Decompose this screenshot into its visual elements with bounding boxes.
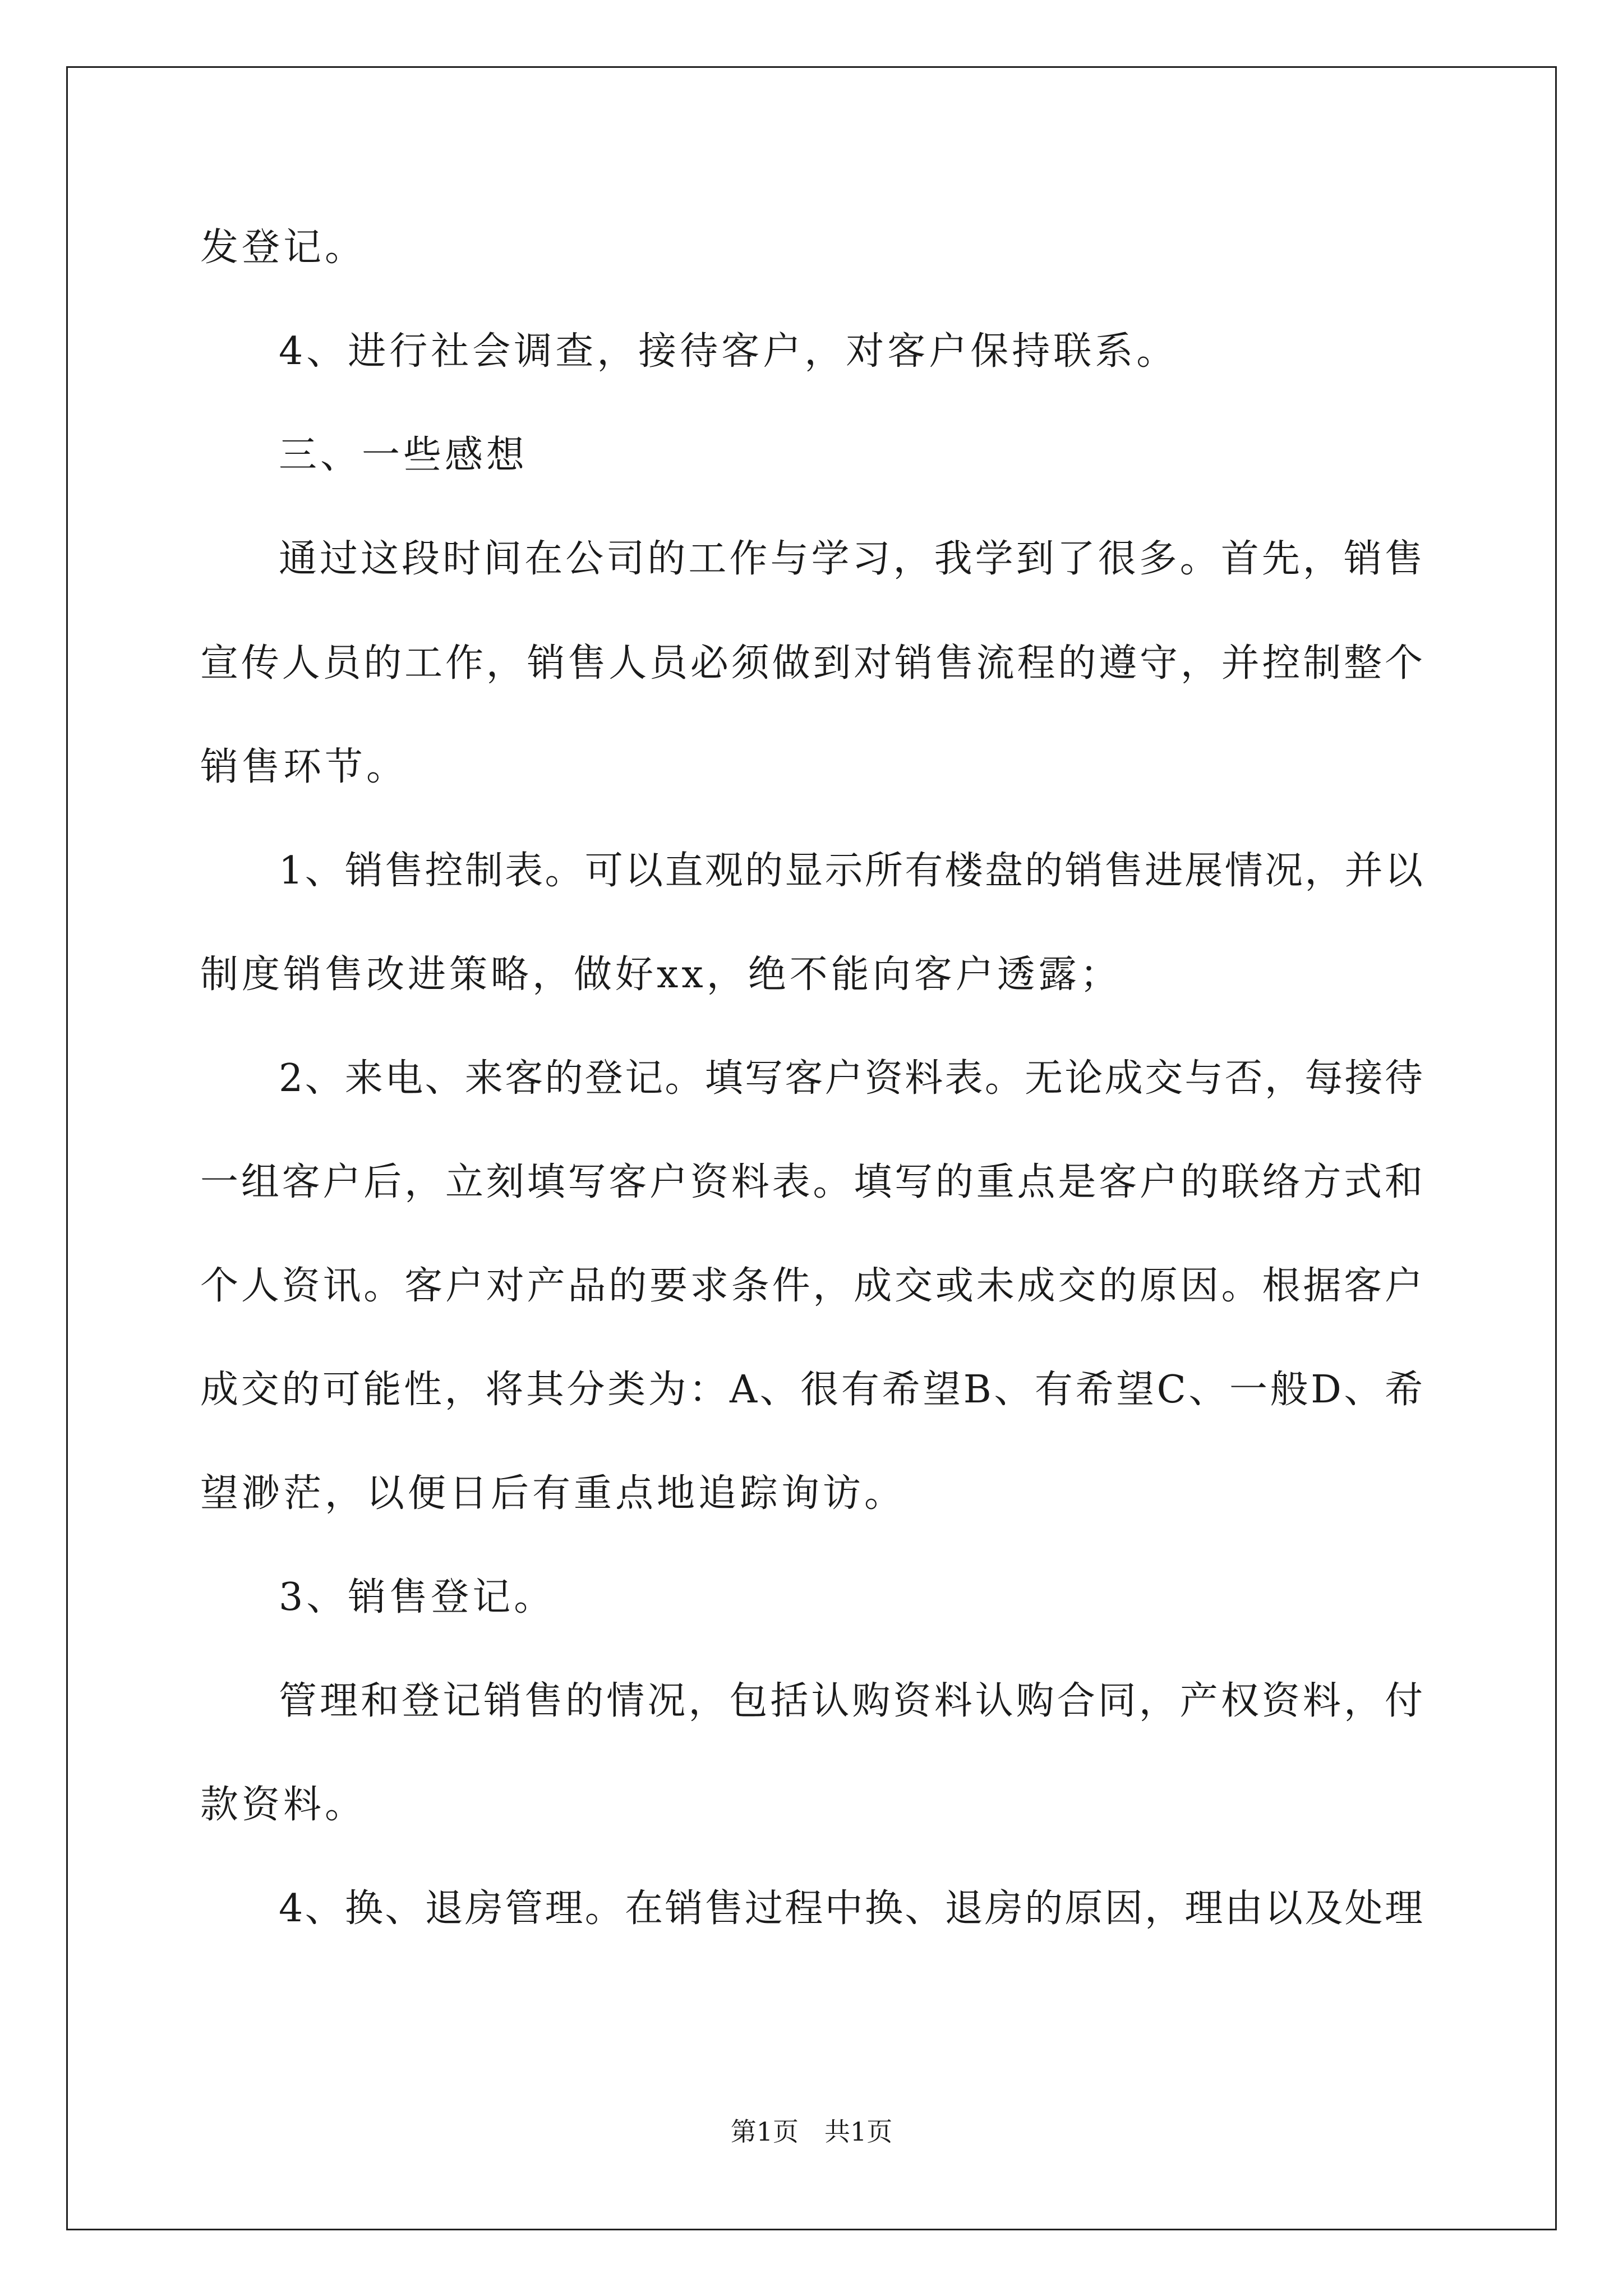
page-number-footer: 第1页 共1页	[730, 2116, 893, 2147]
text-line: 4、换、退房管理。在销售过程中换、退房的原因，理由以及处理	[279, 1887, 1423, 1931]
text-line: 销售环节。	[200, 745, 408, 789]
text-line: 成交的可能性，将其分类为：A、很有希望B、有希望C、一般D、希	[200, 1368, 1423, 1412]
text-line: 制度销售改进策略，做好xx，绝不能向客户透露；	[200, 953, 1122, 997]
section-heading: 三、一些感想	[279, 433, 528, 477]
text-line: 宣传人员的工作，销售人员必须做到对销售流程的遵守，并控制整个	[200, 641, 1423, 685]
text-line: 一组客户后，立刻填写客户资料表。填写的重点是客户的联络方式和	[200, 1160, 1423, 1204]
text-line: 望渺茫，以便日后有重点地追踪询访。	[200, 1471, 906, 1516]
text-line: 发登记。	[200, 226, 367, 270]
text-line: 管理和登记销售的情况，包括认购资料认购合同，产权资料，付	[279, 1679, 1423, 1723]
text-line: 通过这段时间在公司的工作与学习，我学到了很多。首先，销售	[279, 537, 1423, 581]
text-line: 3、销售登记。	[279, 1575, 556, 1619]
text-line: 2、来电、来客的登记。填写客户资料表。无论成交与否，每接待	[279, 1056, 1423, 1101]
text-line: 4、进行社会调查，接待客户，对客户保持联系。	[279, 329, 1178, 374]
text-line: 个人资讯。客户对产品的要求条件，成交或未成交的原因。根据客户	[200, 1264, 1423, 1308]
text-line: 款资料。	[200, 1783, 367, 1827]
text-line: 1、销售控制表。可以直观的显示所有楼盘的销售进展情况，并以	[279, 849, 1423, 893]
